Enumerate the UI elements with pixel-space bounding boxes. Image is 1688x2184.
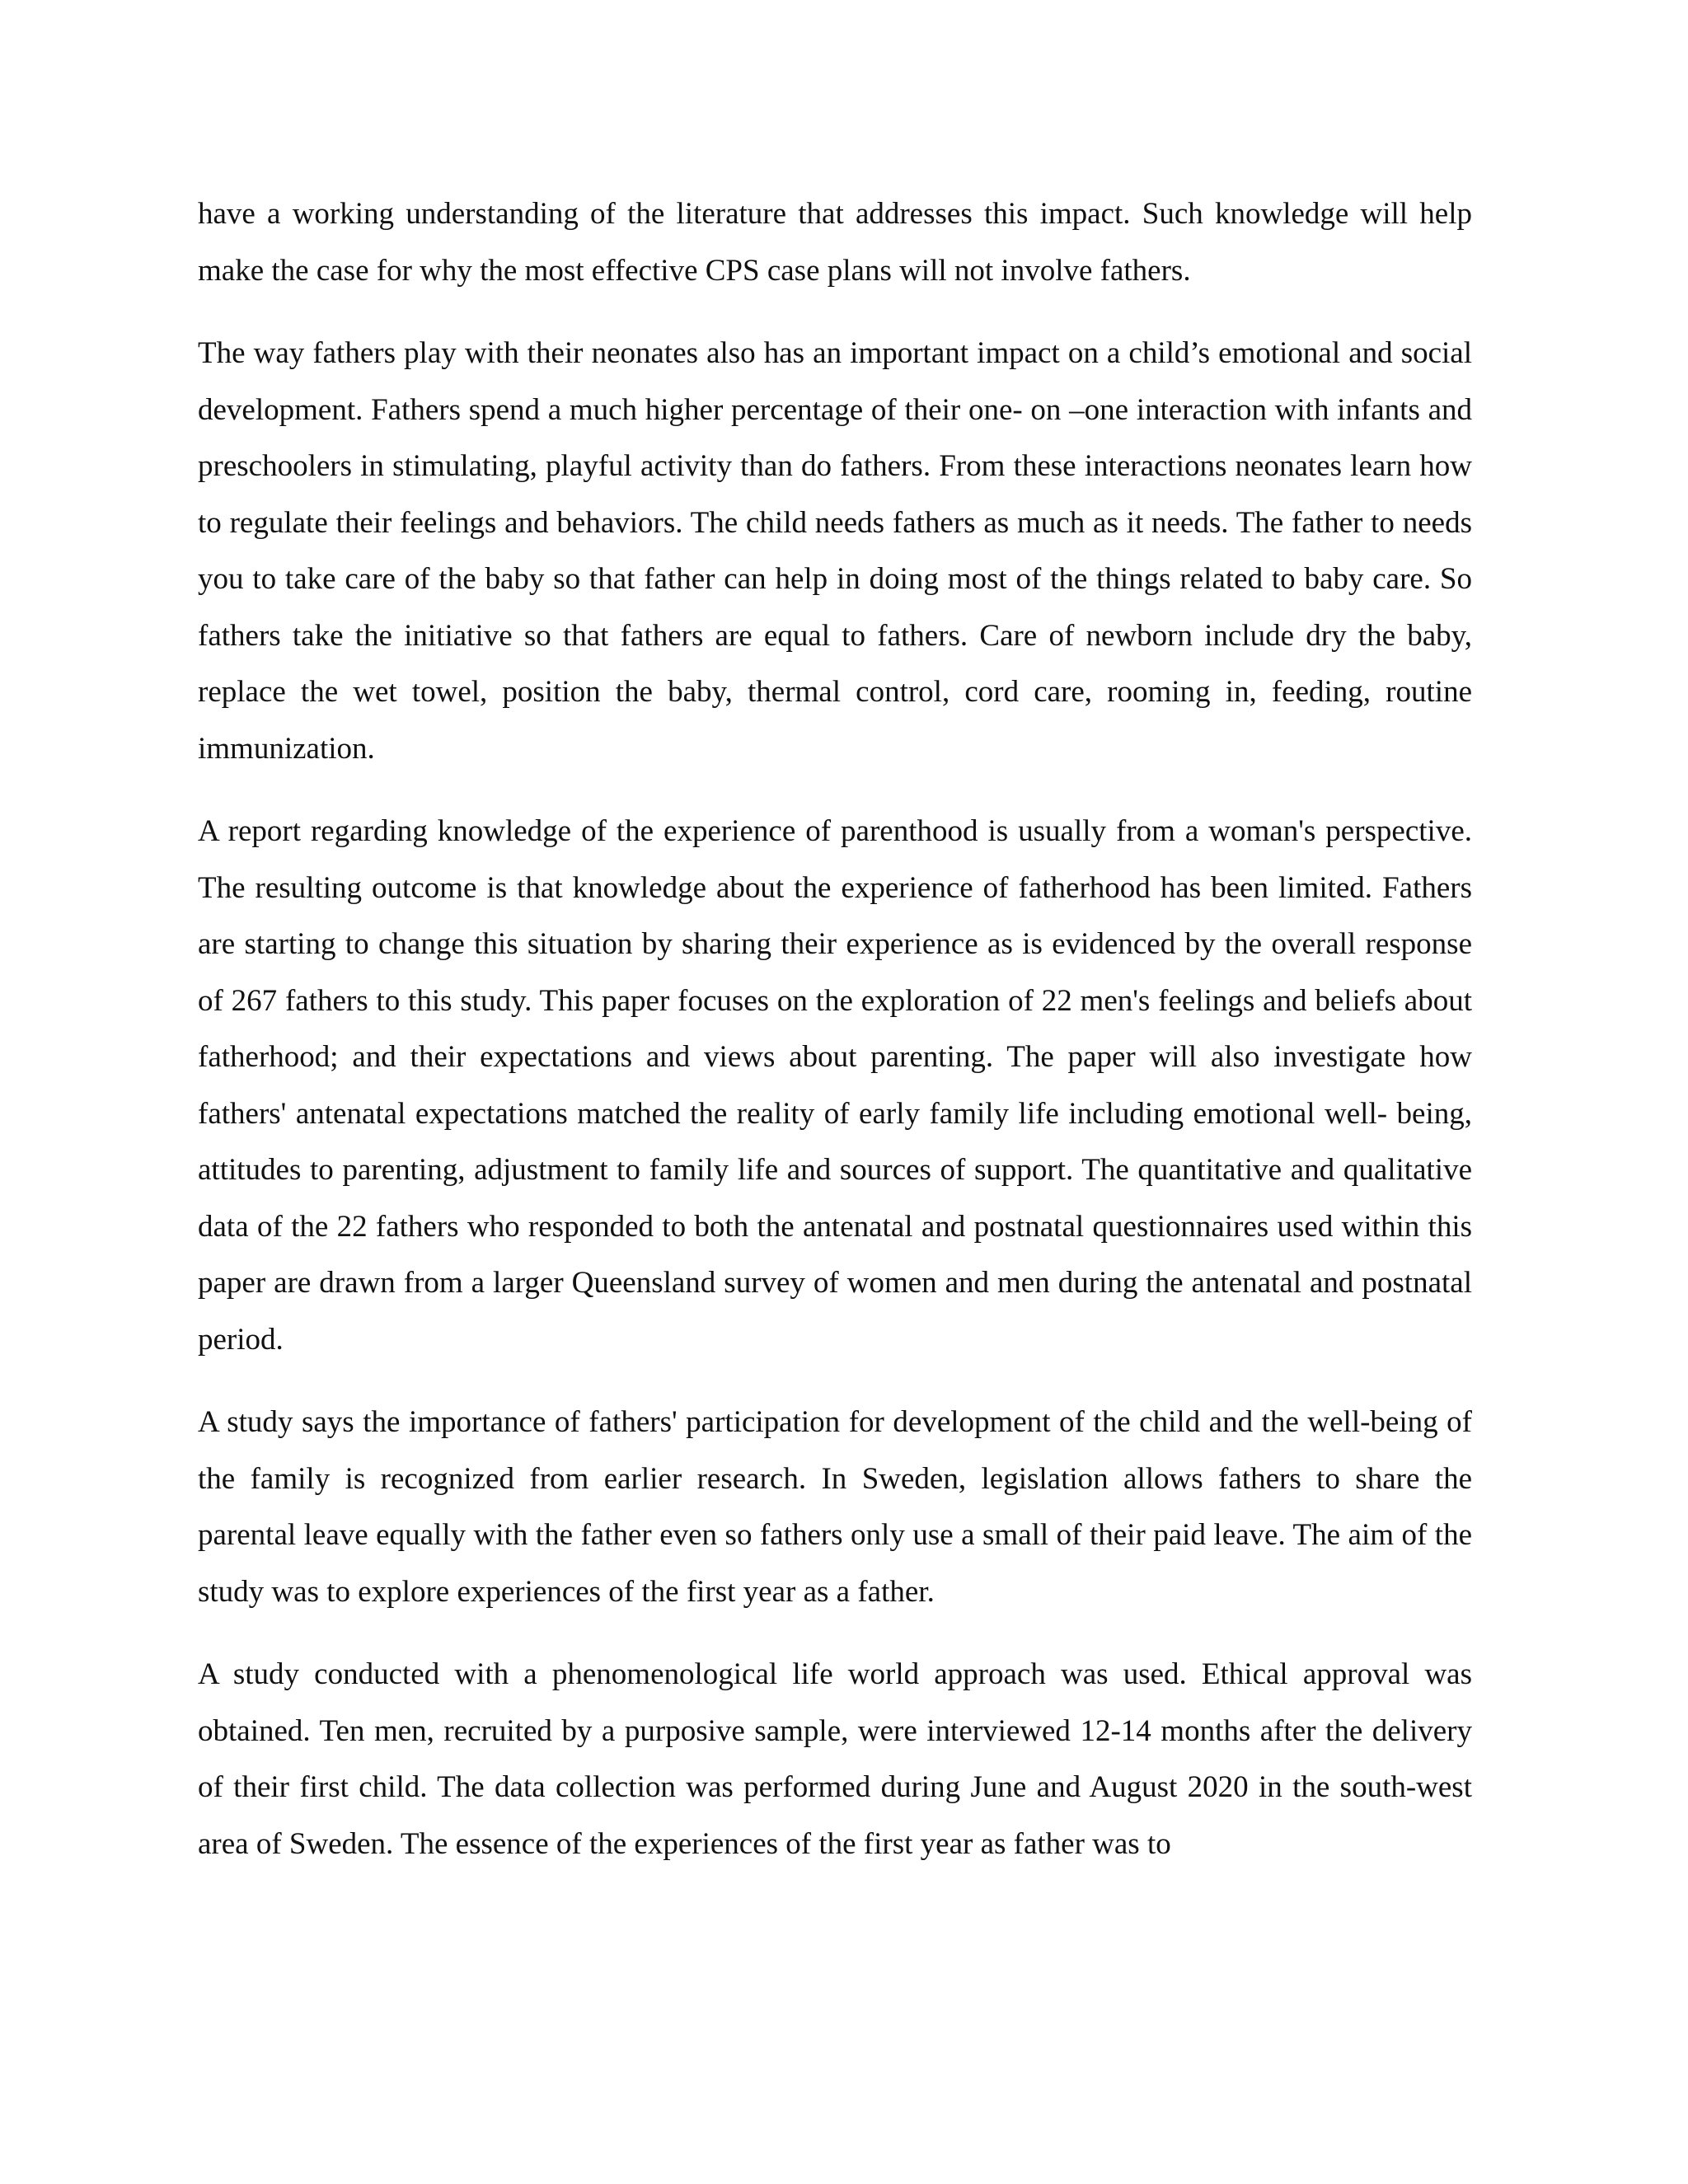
paragraph-2: The way fathers play with their neonates also has an important impact on a child’s emotional and social development. Fathers spend a much higher percentage of their one- on –one interaction with infants and preschoolers in stimulating, playful activity than do fathers. From these interactions neonates learn how to regulate their feelings and behaviors. The child needs fathers as much as it needs. The father to needs you to take care of the baby so that father can help in doing most of the things related to baby care. So fathers take the initiative so that fathers are equal to fathers. Care of newborn include dry the baby, replace the wet towel, position the baby, thermal control, cord care, rooming in, feeding, routine immunization. bbox=[198, 336, 1472, 766]
paragraph-1: have a working understanding of the literature that addresses this impact. Such knowledge will help make the case for why the most effective CPS case plans will not involve fathers. bbox=[198, 197, 1472, 288]
paragraph-5: A study conducted with a phenomenological life world approach was used. Ethical approval was obtained. Ten men, recruited by a purposive sample, were interviewed 12-14 months after the delivery of their first child. The data collection was performed during June and August 2020 in the south-west area of Sweden. The essence of the experiences of the first year as father was to bbox=[198, 1657, 1472, 1861]
body-text bbox=[198, 186, 1472, 1899]
paragraph-3: A report regarding knowledge of the experience of parenthood is usually from a woman's perspective. The resulting outcome is that knowledge about the experience of fatherhood has been limited. Fathers are starting to change this situation by sharing their experience as is evidenced by the overall response of 267 fathers to this study. This paper focuses on the exploration of 22 men's feelings and beliefs about fatherhood; and their expectations and views about parenting. The paper will also investigate how fathers' antenatal expectations matched the reality of early family life including emotional well- being, attitudes to parenting, adjustment to family life and sources of support. The quantitative and qualitative data of the 22 fathers who responded to both the antenatal and postnatal questionnaires used within this paper are drawn from a larger Queensland survey of women and men during the antenatal and postnatal period. bbox=[198, 814, 1472, 1357]
paragraph-4: A study says the importance of fathers' participation for development of the child and the well-being of the family is recognized from earlier research. In Sweden, legislation allows fathers to share the parental leave equally with the father even so fathers only use a small of their paid leave. The aim of the study was to explore experiences of the first year as a father. bbox=[198, 1405, 1472, 1609]
